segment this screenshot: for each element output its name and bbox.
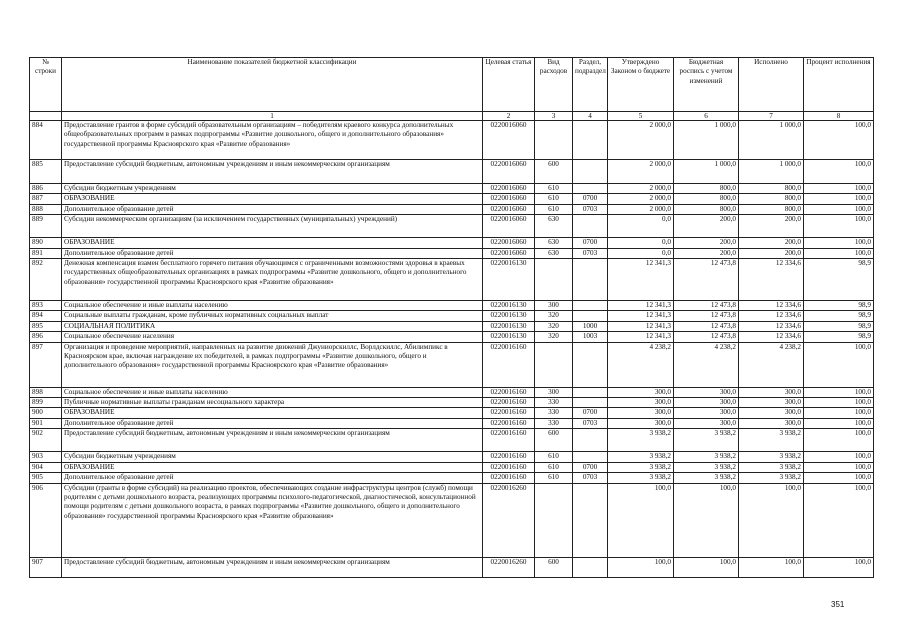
table-row xyxy=(30,184,874,194)
name-cell: Предоставление субсидий бюджетным, автономным учреждениям и иным некоммерческим организациям xyxy=(62,429,483,452)
percent-cell: 98,9 xyxy=(804,301,874,311)
executed-cell: 800,0 xyxy=(739,204,804,214)
executed-cell: 12 334,6 xyxy=(739,301,804,311)
name-cell: Дополнительное образование детей xyxy=(62,204,483,214)
column-number: 1 xyxy=(62,112,483,121)
row-number-cell: 905 xyxy=(30,473,62,483)
section-cell xyxy=(573,398,608,408)
executed-cell: 200,0 xyxy=(739,215,804,238)
executed-cell: 800,0 xyxy=(739,194,804,204)
row-number-cell: 907 xyxy=(30,557,62,577)
header-revised: Бюджетная роспись с учетом изменений xyxy=(674,58,739,112)
table-row xyxy=(30,429,874,452)
percent-cell: 100,0 xyxy=(804,429,874,452)
target-article-cell: 0220016060 xyxy=(483,194,535,204)
row-number-cell: 900 xyxy=(30,408,62,418)
percent-cell: 98,9 xyxy=(804,332,874,342)
row-number-cell: 891 xyxy=(30,248,62,258)
column-number: 6 xyxy=(674,112,739,121)
table-row xyxy=(30,121,874,160)
executed-cell: 800,0 xyxy=(739,184,804,194)
header-name: Наименование показателей бюджетной классификации xyxy=(62,58,483,112)
expense-type-cell: 320 xyxy=(535,332,573,342)
revised-cell: 12 473,8 xyxy=(674,311,739,321)
approved-cell: 2 000,0 xyxy=(608,160,674,184)
section-cell xyxy=(573,259,608,301)
expense-type-cell: 300 xyxy=(535,387,573,397)
revised-cell: 3 938,2 xyxy=(674,462,739,472)
name-cell: Денежная компенсация взамен бесплатного горячего питания обучающимся с ограниченными возможностями здоровья в краевых государственных общеобразовательных организациях в рамках подпрограммы «Развитие дошкольного, общего и дополнительного образования» государственной программы Красноярского края «Развитие образования» xyxy=(62,259,483,301)
approved-cell: 300,0 xyxy=(608,408,674,418)
table-row xyxy=(30,452,874,462)
column-number: 7 xyxy=(739,112,804,121)
name-cell: Субсидии некоммерческим организациям (за исключением государственных (муниципальных) учреждений) xyxy=(62,215,483,238)
percent-cell: 100,0 xyxy=(804,248,874,258)
row-number-cell: 892 xyxy=(30,259,62,301)
row-number-cell: 897 xyxy=(30,342,62,387)
executed-cell: 3 938,2 xyxy=(739,429,804,452)
name-cell: Предоставление субсидий бюджетным, автономным учреждениям и иным некоммерческим организациям xyxy=(62,557,483,577)
name-cell: ОБРАЗОВАНИЕ xyxy=(62,194,483,204)
revised-cell: 12 473,8 xyxy=(674,259,739,301)
revised-cell: 300,0 xyxy=(674,408,739,418)
section-cell: 0703 xyxy=(573,204,608,214)
percent-cell: 100,0 xyxy=(804,473,874,483)
executed-cell: 3 938,2 xyxy=(739,452,804,462)
approved-cell: 2 000,0 xyxy=(608,121,674,160)
name-cell: Субсидии бюджетным учреждениям xyxy=(62,452,483,462)
section-cell: 0700 xyxy=(573,238,608,248)
percent-cell: 98,9 xyxy=(804,321,874,331)
target-article-cell: 0220016260 xyxy=(483,483,535,557)
revised-cell: 200,0 xyxy=(674,248,739,258)
table-row xyxy=(30,204,874,214)
target-article-cell: 0220016160 xyxy=(483,398,535,408)
section-cell: 0703 xyxy=(573,248,608,258)
target-article-cell: 0220016160 xyxy=(483,342,535,387)
approved-cell: 300,0 xyxy=(608,387,674,397)
revised-cell: 800,0 xyxy=(674,194,739,204)
expense-type-cell: 320 xyxy=(535,321,573,331)
name-cell: Социальное обеспечение населения xyxy=(62,332,483,342)
expense-type-cell: 330 xyxy=(535,408,573,418)
target-article-cell: 0220016160 xyxy=(483,408,535,418)
target-article-cell: 0220016130 xyxy=(483,301,535,311)
row-number-cell: 901 xyxy=(30,418,62,428)
section-cell xyxy=(573,557,608,577)
approved-cell: 3 938,2 xyxy=(608,429,674,452)
section-cell: 0700 xyxy=(573,194,608,204)
column-number: 8 xyxy=(804,112,874,121)
section-cell: 0703 xyxy=(573,473,608,483)
table-row xyxy=(30,248,874,258)
percent-cell: 100,0 xyxy=(804,462,874,472)
expense-type-cell: 630 xyxy=(535,215,573,238)
header-percent: Процент исполнения xyxy=(804,58,874,112)
executed-cell: 300,0 xyxy=(739,398,804,408)
approved-cell: 3 938,2 xyxy=(608,473,674,483)
revised-cell: 1 000,0 xyxy=(674,121,739,160)
executed-cell: 300,0 xyxy=(739,418,804,428)
expense-type-cell: 600 xyxy=(535,429,573,452)
header-executed: Исполнено xyxy=(739,58,804,112)
row-number-cell: 893 xyxy=(30,301,62,311)
row-number-cell: 894 xyxy=(30,311,62,321)
revised-cell: 3 938,2 xyxy=(674,452,739,462)
table-row xyxy=(30,557,874,577)
name-cell: ОБРАЗОВАНИЕ xyxy=(62,238,483,248)
executed-cell: 100,0 xyxy=(739,483,804,557)
row-number-cell: 887 xyxy=(30,194,62,204)
approved-cell: 12 341,3 xyxy=(608,332,674,342)
percent-cell: 100,0 xyxy=(804,408,874,418)
revised-cell: 4 238,2 xyxy=(674,342,739,387)
target-article-cell: 0220016060 xyxy=(483,238,535,248)
target-article-cell: 0220016060 xyxy=(483,184,535,194)
executed-cell: 4 238,2 xyxy=(739,342,804,387)
target-article-cell: 0220016130 xyxy=(483,259,535,301)
name-cell: Социальное обеспечение и иные выплаты населению xyxy=(62,301,483,311)
page-number: 351 xyxy=(831,600,845,609)
approved-cell: 2 000,0 xyxy=(608,204,674,214)
target-article-cell: 0220016130 xyxy=(483,332,535,342)
approved-cell: 4 238,2 xyxy=(608,342,674,387)
row-number-cell: 884 xyxy=(30,121,62,160)
approved-cell: 0,0 xyxy=(608,238,674,248)
revised-cell: 100,0 xyxy=(674,483,739,557)
revised-cell: 12 473,8 xyxy=(674,332,739,342)
percent-cell: 100,0 xyxy=(804,483,874,557)
section-cell xyxy=(573,387,608,397)
revised-cell: 12 473,8 xyxy=(674,301,739,311)
revised-cell: 300,0 xyxy=(674,387,739,397)
table-row xyxy=(30,215,874,238)
expense-type-cell: 630 xyxy=(535,248,573,258)
row-number-cell: 890 xyxy=(30,238,62,248)
table-row xyxy=(30,473,874,483)
percent-cell: 100,0 xyxy=(804,238,874,248)
revised-cell: 800,0 xyxy=(674,184,739,194)
approved-cell: 0,0 xyxy=(608,215,674,238)
target-article-cell: 0220016060 xyxy=(483,160,535,184)
percent-cell: 100,0 xyxy=(804,342,874,387)
table-row xyxy=(30,301,874,311)
executed-cell: 300,0 xyxy=(739,387,804,397)
revised-cell: 3 938,2 xyxy=(674,429,739,452)
budget-sheet xyxy=(29,57,874,578)
header-section: Раздел, подраздел xyxy=(573,58,608,112)
table-row xyxy=(30,238,874,248)
row-number-cell: 902 xyxy=(30,429,62,452)
approved-cell: 2 000,0 xyxy=(608,194,674,204)
name-cell: Предоставление субсидий бюджетным, автономным учреждениям и иным некоммерческим организациям xyxy=(62,160,483,184)
revised-cell: 200,0 xyxy=(674,238,739,248)
target-article-cell: 0220016160 xyxy=(483,418,535,428)
row-number-cell: 898 xyxy=(30,387,62,397)
table-row xyxy=(30,418,874,428)
table-row xyxy=(30,342,874,387)
revised-cell: 100,0 xyxy=(674,557,739,577)
percent-cell: 100,0 xyxy=(804,452,874,462)
approved-cell: 300,0 xyxy=(608,418,674,428)
row-number-cell: 895 xyxy=(30,321,62,331)
target-article-cell: 0220016160 xyxy=(483,452,535,462)
executed-cell: 200,0 xyxy=(739,238,804,248)
approved-cell: 2 000,0 xyxy=(608,184,674,194)
approved-cell: 12 341,3 xyxy=(608,301,674,311)
percent-cell: 100,0 xyxy=(804,398,874,408)
row-number-cell: 899 xyxy=(30,398,62,408)
name-cell: Социальные выплаты гражданам, кроме публичных нормативных социальных выплат xyxy=(62,311,483,321)
approved-cell: 12 341,3 xyxy=(608,311,674,321)
table-row xyxy=(30,398,874,408)
name-cell: СОЦИАЛЬНАЯ ПОЛИТИКА xyxy=(62,321,483,331)
expense-type-cell: 610 xyxy=(535,452,573,462)
table-row xyxy=(30,462,874,472)
expense-type-cell: 630 xyxy=(535,238,573,248)
expense-type-cell xyxy=(535,483,573,557)
table-body xyxy=(30,121,874,578)
name-cell: Дополнительное образование детей xyxy=(62,248,483,258)
executed-cell: 3 938,2 xyxy=(739,473,804,483)
target-article-cell: 0220016130 xyxy=(483,311,535,321)
name-cell: Субсидии (гранты в форме субсидий) на реализацию проектов, обеспечивающих создание инфраструктуры центров (служб) помощи родителям с детьми дошкольного возраста, реализующих программы психолого-педагогической, диагностической, консультационной помощи родителям с детьми дошкольного возраста, в рамках подпрограммы «Развитие дошкольного, общего и дополнительного образования» государственной программы Красноярского края «Развитие образования» xyxy=(62,483,483,557)
section-cell xyxy=(573,160,608,184)
expense-type-cell: 610 xyxy=(535,462,573,472)
table-row xyxy=(30,259,874,301)
approved-cell: 3 938,2 xyxy=(608,462,674,472)
expense-type-cell: 300 xyxy=(535,301,573,311)
name-cell: Предоставление грантов в форме субсидий образовательным организациям – победителям краевого конкурса дополнительных общеобразовательных программ в рамках подпрограммы «Развитие дошкольного, общего и дополнительного образования» государственной программы Красноярского края «Развитие образования» xyxy=(62,121,483,160)
name-cell: Публичные нормативные выплаты гражданам несоциального характера xyxy=(62,398,483,408)
expense-type-cell: 320 xyxy=(535,311,573,321)
name-cell: Организация и проведение мероприятий, направленных на развитие движений Джуниорскиллс, Ворлдскиллс, Абилимпикс в Красноярском крае, включая награждение их победителей, в рамках подпрограммы «Развитие дошкольного, общего и дополнительного образования» государственной программы Красноярского края «Развитие образования» xyxy=(62,342,483,387)
target-article-cell: 0220016160 xyxy=(483,473,535,483)
percent-cell: 100,0 xyxy=(804,184,874,194)
name-cell: Субсидии бюджетным учреждениям xyxy=(62,184,483,194)
executed-cell: 300,0 xyxy=(739,408,804,418)
percent-cell: 98,9 xyxy=(804,259,874,301)
column-number-row xyxy=(30,112,874,121)
target-article-cell: 0220016060 xyxy=(483,121,535,160)
approved-cell: 100,0 xyxy=(608,557,674,577)
table-row xyxy=(30,408,874,418)
budget-table xyxy=(29,57,874,578)
percent-cell: 100,0 xyxy=(804,215,874,238)
target-article-cell: 0220016060 xyxy=(483,204,535,214)
expense-type-cell: 330 xyxy=(535,398,573,408)
executed-cell: 200,0 xyxy=(739,248,804,258)
target-article-cell: 0220016060 xyxy=(483,248,535,258)
percent-cell: 100,0 xyxy=(804,121,874,160)
target-article-cell: 0220016160 xyxy=(483,462,535,472)
percent-cell: 100,0 xyxy=(804,418,874,428)
table-row xyxy=(30,483,874,557)
percent-cell: 100,0 xyxy=(804,160,874,184)
executed-cell: 100,0 xyxy=(739,557,804,577)
approved-cell: 12 341,3 xyxy=(608,321,674,331)
name-cell: ОБРАЗОВАНИЕ xyxy=(62,462,483,472)
table-row xyxy=(30,332,874,342)
table-row xyxy=(30,387,874,397)
executed-cell: 12 334,6 xyxy=(739,311,804,321)
column-number: 3 xyxy=(535,112,573,121)
revised-cell: 1 000,0 xyxy=(674,160,739,184)
column-number: 4 xyxy=(573,112,608,121)
column-number: 5 xyxy=(608,112,674,121)
approved-cell: 0,0 xyxy=(608,248,674,258)
percent-cell: 100,0 xyxy=(804,387,874,397)
section-cell xyxy=(573,342,608,387)
revised-cell: 12 473,8 xyxy=(674,321,739,331)
target-article-cell: 0220016160 xyxy=(483,429,535,452)
executed-cell: 3 938,2 xyxy=(739,462,804,472)
expense-type-cell: 610 xyxy=(535,473,573,483)
name-cell: Дополнительное образование детей xyxy=(62,418,483,428)
section-cell: 0700 xyxy=(573,462,608,472)
expense-type-cell xyxy=(535,121,573,160)
table-header xyxy=(30,58,874,121)
section-cell xyxy=(573,311,608,321)
approved-cell: 300,0 xyxy=(608,398,674,408)
header-expense-type: Вид расходов xyxy=(535,58,573,112)
section-cell: 1003 xyxy=(573,332,608,342)
executed-cell: 1 000,0 xyxy=(739,160,804,184)
table-row xyxy=(30,194,874,204)
name-cell: ОБРАЗОВАНИЕ xyxy=(62,408,483,418)
expense-type-cell xyxy=(535,259,573,301)
column-number-spacer xyxy=(30,112,62,121)
percent-cell: 100,0 xyxy=(804,204,874,214)
target-article-cell: 0220016160 xyxy=(483,387,535,397)
executed-cell: 1 000,0 xyxy=(739,121,804,160)
section-cell: 0703 xyxy=(573,418,608,428)
expense-type-cell: 610 xyxy=(535,204,573,214)
executed-cell: 12 334,6 xyxy=(739,321,804,331)
target-article-cell: 0220016060 xyxy=(483,215,535,238)
percent-cell: 100,0 xyxy=(804,557,874,577)
revised-cell: 300,0 xyxy=(674,418,739,428)
section-cell xyxy=(573,215,608,238)
approved-cell: 12 341,3 xyxy=(608,259,674,301)
expense-type-cell: 600 xyxy=(535,557,573,577)
revised-cell: 800,0 xyxy=(674,204,739,214)
expense-type-cell: 610 xyxy=(535,184,573,194)
revised-cell: 3 938,2 xyxy=(674,473,739,483)
section-cell xyxy=(573,483,608,557)
name-cell: Дополнительное образование детей xyxy=(62,473,483,483)
expense-type-cell: 330 xyxy=(535,418,573,428)
revised-cell: 300,0 xyxy=(674,398,739,408)
section-cell: 0700 xyxy=(573,408,608,418)
approved-cell: 3 938,2 xyxy=(608,452,674,462)
target-article-cell: 0220016260 xyxy=(483,557,535,577)
row-number-cell: 906 xyxy=(30,483,62,557)
row-number-cell: 886 xyxy=(30,184,62,194)
percent-cell: 98,9 xyxy=(804,311,874,321)
table-row xyxy=(30,321,874,331)
row-number-cell: 888 xyxy=(30,204,62,214)
column-number: 2 xyxy=(483,112,535,121)
name-cell: Социальное обеспечение и иные выплаты населению xyxy=(62,387,483,397)
row-number-cell: 885 xyxy=(30,160,62,184)
section-cell xyxy=(573,121,608,160)
section-cell: 1000 xyxy=(573,321,608,331)
row-number-cell: 903 xyxy=(30,452,62,462)
expense-type-cell: 610 xyxy=(535,194,573,204)
revised-cell: 200,0 xyxy=(674,215,739,238)
expense-type-cell: 600 xyxy=(535,160,573,184)
target-article-cell: 0220016130 xyxy=(483,321,535,331)
table-row xyxy=(30,160,874,184)
header-row-number: № строки xyxy=(30,58,62,112)
table-row xyxy=(30,311,874,321)
row-number-cell: 904 xyxy=(30,462,62,472)
header-target-article: Целевая статья xyxy=(483,58,535,112)
executed-cell: 12 334,6 xyxy=(739,259,804,301)
section-cell xyxy=(573,184,608,194)
approved-cell: 100,0 xyxy=(608,483,674,557)
row-number-cell: 896 xyxy=(30,332,62,342)
row-number-cell: 889 xyxy=(30,215,62,238)
expense-type-cell xyxy=(535,342,573,387)
percent-cell: 100,0 xyxy=(804,194,874,204)
section-cell xyxy=(573,452,608,462)
header-approved: Утверждено Законом о бюджете xyxy=(608,58,674,112)
section-cell xyxy=(573,429,608,452)
executed-cell: 12 334,6 xyxy=(739,332,804,342)
section-cell xyxy=(573,301,608,311)
